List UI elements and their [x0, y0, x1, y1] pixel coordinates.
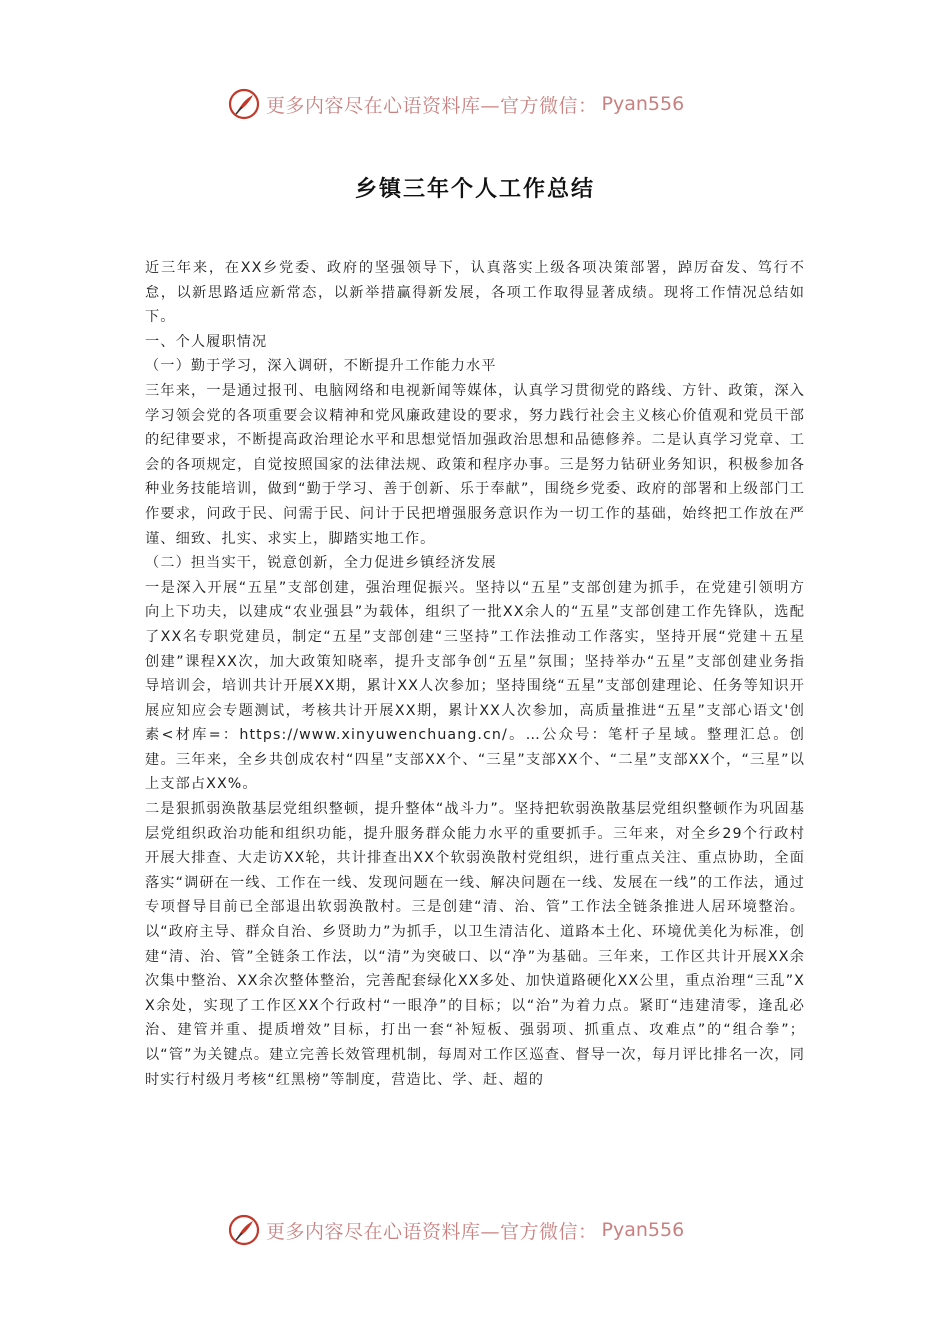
paragraph: 三年来，一是通过报刊、电脑网络和电视新闻等媒体，认真学习贯彻党的路线、方针、政策，深入学习领会党的各项重要会议精神和党风廉政建设的要求，努力践行社会主义核心价值观和党员干部的纪律要求，不断提高政治理论水平和思想觉悟加强政治思想和品德修养。二是认真学习党章、工会的各项规定，自觉按照国家的法律法规、政策和程序办事。三是努力钻研业务知识，积极参加各种业务技能培训，做到“勤于学习、善于创新、乐于奉献”，围绕乡党委、政府的部署和上级部门工作要求，问政于民、问需于民、问计于民把增强服务意识作为一切工作的基础，始终把工作放在严谨、细致、扎实、求实上，脚踏实地工作。	[145, 382, 805, 547]
document-body	[145, 256, 805, 1092]
feather-pen-logo-icon	[228, 1214, 260, 1246]
feather-pen-logo-icon	[228, 88, 260, 120]
paragraph: 二是狠抓弱涣散基层党组织整顿，提升整体“战斗力”。坚持把软弱涣散基层党组织整顿作为巩固基层党组织政治功能和组织功能，提升服务群众能力水平的重要抓手。三年来，对全乡29个行政村开展大排查、大走访XX轮，共计排查出XX个软弱涣散村党组织，进行重点关注、重点协助，全面落实“调研在一线、工作在一线、发现问题在一线、解决问题在一线、发展在一线”的工作法，通过专项督导目前已全部退出软弱涣散村。三是创建“清、治、管”工作法全链条推进人居环境整治。以“政府主导、群众自治、乡贤助力”为抓手，以卫生清洁化、道路本土化、环境优美化为标准，创建“清、治、管”全链条工作法，以“清”为突破口、以“净”为基础。三年来，工作区共计开展XX余次集中整治、XX余次整体整治，完善配套绿化XX多处、加快道路硬化XX公里，重点治理“三乱”XX余处，实现了工作区XX个行政村“一眼净”的目标；以“治”为着力点。紧盯“违建清零，逢乱必治、建管并重、提质增效”目标，打出一套“补短板、强弱项、抓重点、攻难点”的“组合拳”；以“管”为关键点。建立完善长效管理机制，每周对工作区巡查、督导一次，每月评比排名一次，同时实行村级月考核“红黑榜”等制度，营造比、学、赶、超的	[145, 801, 805, 1088]
document-title: 乡镇三年个人工作总结	[354, 177, 595, 202]
watermark-contact: Pyan556	[601, 93, 685, 115]
paragraph-intro: 近三年来，在XX乡党委、政府的坚强领导下，认真落实上级各项决策部署，踔厉奋发、笃行不怠，以新思路适应新常态，以新举措赢得新发展，各项工作取得显著成绩。现将工作情况总结如下。	[145, 260, 805, 326]
watermark-banner-bottom	[228, 1210, 728, 1250]
section-heading: 一、个人履职情况	[145, 333, 268, 350]
paragraph: 一是深入开展“五星”支部创建，强治理促振兴。坚持以“五星”支部创建为抓手，在党建引领明方向上下功夫，以建成“农业强县”为载体，组织了一批XX余人的“五星”支部创建工作先锋队，选配了XX名专职党建员，制定“五星”支部创建“三坚持”工作法推动工作落实，坚持开展“党建＋五星创建”课程XX次，加大政策知晓率，提升支部争创“五星”氛围；坚持举办“五星”支部创建业务指导培训会，培训共计开展XX期，累计XX人次参加；坚持围绕“五星”支部创建理论、任务等知识开展应知应会专题测试，考核共计开展XX期，累计XX人次参加，高质量推进“五星”支部心语文'创素<材库=：https://www.xinyuwenchuang.cn/。…公众号：笔杆子星域。整理汇总。创建。三年来，全乡共创成农村“四星”支部XX个、“三星”支部XX个、“二星”支部XX个，“三星”以上支部占XX%。	[145, 579, 805, 793]
watermark-text: 更多内容尽在心语资料库—官方微信：	[266, 1220, 598, 1243]
watermark-banner-top	[228, 84, 728, 124]
subsection-heading: （一）勤于学习，深入调研，不断提升工作能力水平	[145, 358, 497, 375]
subsection-heading: （二）担当实干，锐意创新，全力促进乡镇经济发展	[145, 555, 497, 572]
watermark-text: 更多内容尽在心语资料库—官方微信：	[266, 94, 598, 117]
watermark-contact: Pyan556	[601, 1219, 685, 1241]
